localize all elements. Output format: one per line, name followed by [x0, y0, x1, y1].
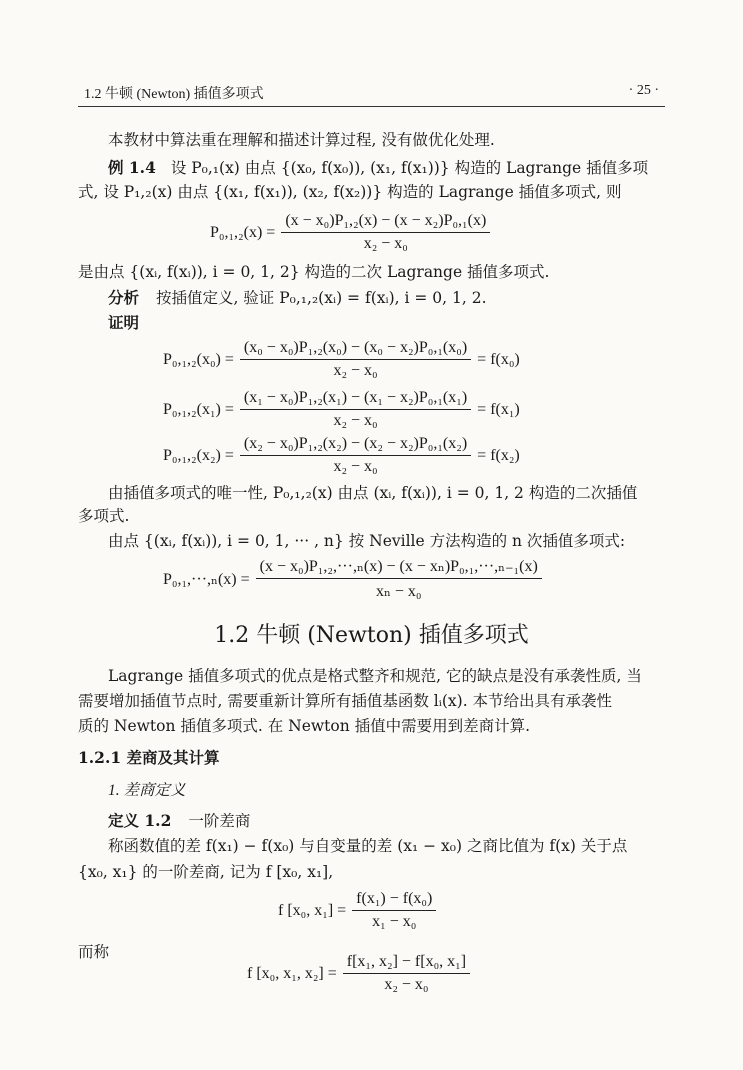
neville-numerator: (x − x₀)P₁,₂,···,ₙ(x) − (x − xₙ)P₀,₁,···,ₙ₋₁(x) — [256, 556, 542, 579]
proof-numerator: (x₀ − x₀)P₁,₂(x₀) − (x₀ − x₂)P₀,₁(x₀) — [240, 339, 471, 360]
analysis-line — [108, 287, 487, 309]
running-header — [78, 80, 665, 107]
eq2-lhs: f [x₀, x₁, x₂] = — [247, 964, 337, 982]
proof-lhs: P₀,₁,₂(x₀) = — [163, 350, 234, 368]
example-equation — [210, 212, 496, 253]
proof-row-1 — [163, 389, 520, 430]
proof-fraction — [240, 435, 471, 476]
analysis-label: 分析 — [108, 288, 140, 307]
para-line-1: Lagrange 插值多项式的优点是格式整齐和规范, 它的缺点是没有承袭性质, 当 — [108, 667, 642, 685]
proof-fraction — [240, 389, 471, 430]
item-heading: 1. 差商定义 — [108, 782, 186, 799]
example-conclusion: 是由点 {(xᵢ, f(xᵢ)), i = 0, 1, 2} 构造的二次 Lagrange 插值多项式. — [78, 263, 550, 281]
proof-denominator: x₂ − x₀ — [333, 362, 378, 379]
proof-numerator: (x₁ − x₀)P₁,₂(x₁) − (x₁ − x₂)P₀,₁(x₁) — [240, 389, 471, 410]
para-line-3: 质的 Newton 插值多项式. 在 Newton 插值中需要用到差商计算. — [78, 717, 531, 735]
example-line-1 — [108, 157, 648, 179]
definition-name: 一阶差商 — [188, 812, 251, 830]
proof-denominator: x₂ − x₀ — [333, 458, 378, 475]
eq-denominator: x₂ − x₀ — [363, 235, 408, 252]
and-call-text: 而称 — [78, 943, 110, 961]
eq2-numerator: f[x₁, x₂] − f[x₀, x₁] — [343, 953, 470, 974]
first-difference-equation — [278, 890, 442, 931]
proof-numerator: (x₂ − x₀)P₁,₂(x₂) − (x₂ − x₂)P₀,₁(x₂) — [240, 435, 471, 456]
example-text-1: 设 P₀,₁(x) 由点 {(x₀, f(x₀)), (x₁, f(x₁))} 构造的 Lagrange 插值多项 — [170, 159, 649, 177]
eq-numerator: (x − x₀)P₁,₂(x) − (x − x₂)P₀,₁(x) — [281, 212, 490, 233]
eq2-denominator: x₂ − x₀ — [384, 976, 429, 993]
para-line-2: 需要增加插值节点时, 需要重新计算所有插值基函数 lᵢ(x). 本节给出具有承袭性 — [78, 692, 613, 710]
proof-lhs: P₀,₁,₂(x₂) = — [163, 446, 234, 464]
uniqueness-line-2: 多项式. — [78, 507, 130, 525]
definition-heading — [108, 810, 250, 832]
proof-lhs: P₀,₁,₂(x₁) = — [163, 400, 234, 418]
uniqueness-line-1: 由插值多项式的唯一性, P₀,₁,₂(x) 由点 (xᵢ, f(xᵢ)), i = 0, 1, 2 构造的二次插值 — [108, 484, 638, 502]
proof-rhs: = f(x₀) — [477, 350, 520, 368]
intro-text: 本教材中算法重在理解和描述计算过程, 没有做优化处理. — [108, 131, 495, 149]
example-line-2: 式, 设 P₁,₂(x) 由点 {(x₁, f(x₁)), (x₂, f(x₂))} 构造的 Lagrange 插值多项式, 则 — [78, 183, 622, 201]
page-number: · 25 · — [628, 83, 659, 98]
header-section-title: 1.2 牛顿 (Newton) 插值多项式 — [84, 87, 264, 102]
section-heading: 1.2 牛顿 (Newton) 插值多项式 — [214, 623, 529, 648]
neville-lhs: P₀,₁,···,ₙ(x) = — [163, 570, 250, 588]
subsection-heading: 1.2.1 差商及其计算 — [78, 748, 220, 767]
proof-label: 证明 — [108, 313, 140, 332]
neville-equation — [163, 556, 548, 601]
eq-fraction — [281, 212, 490, 253]
definition-line-1: 称函数值的差 f(x₁) − f(x₀) 与自变量的差 (x₁ − x₀) 之商比值为 f(x) 关于点 — [108, 837, 628, 855]
proof-rhs: = f(x₁) — [477, 400, 520, 418]
second-difference-equation — [247, 953, 476, 994]
eq1-numerator: f(x₁) − f(x₀) — [352, 890, 436, 911]
proof-fraction — [240, 339, 471, 380]
analysis-text: 按插值定义, 验证 P₀,₁,₂(xᵢ) = f(xᵢ), i = 0, 1, 2. — [155, 289, 487, 307]
proof-rhs: = f(x₂) — [477, 446, 520, 464]
definition-line-2: {x₀, x₁} 的一阶差商, 记为 f [x₀, x₁], — [78, 863, 334, 881]
proof-row-0 — [163, 339, 520, 380]
neville-fraction — [256, 556, 542, 601]
eq2-fraction — [343, 953, 470, 994]
eq-lhs: P₀,₁,₂(x) = — [210, 223, 276, 241]
definition-label: 定义 1.2 — [108, 811, 172, 830]
neville-text: 由点 {(xᵢ, f(xᵢ)), i = 0, 1, ··· , n} 按 Neville 方法构造的 n 次插值多项式: — [108, 532, 626, 550]
neville-denominator: xₙ − x₀ — [375, 583, 422, 600]
eq1-lhs: f [x₀, x₁] = — [278, 901, 347, 919]
eq1-fraction — [352, 890, 436, 931]
eq1-denominator: x₁ − x₀ — [372, 913, 417, 930]
example-label: 例 1.4 — [108, 158, 156, 177]
proof-denominator: x₂ − x₀ — [333, 412, 378, 429]
proof-row-2 — [163, 435, 520, 476]
